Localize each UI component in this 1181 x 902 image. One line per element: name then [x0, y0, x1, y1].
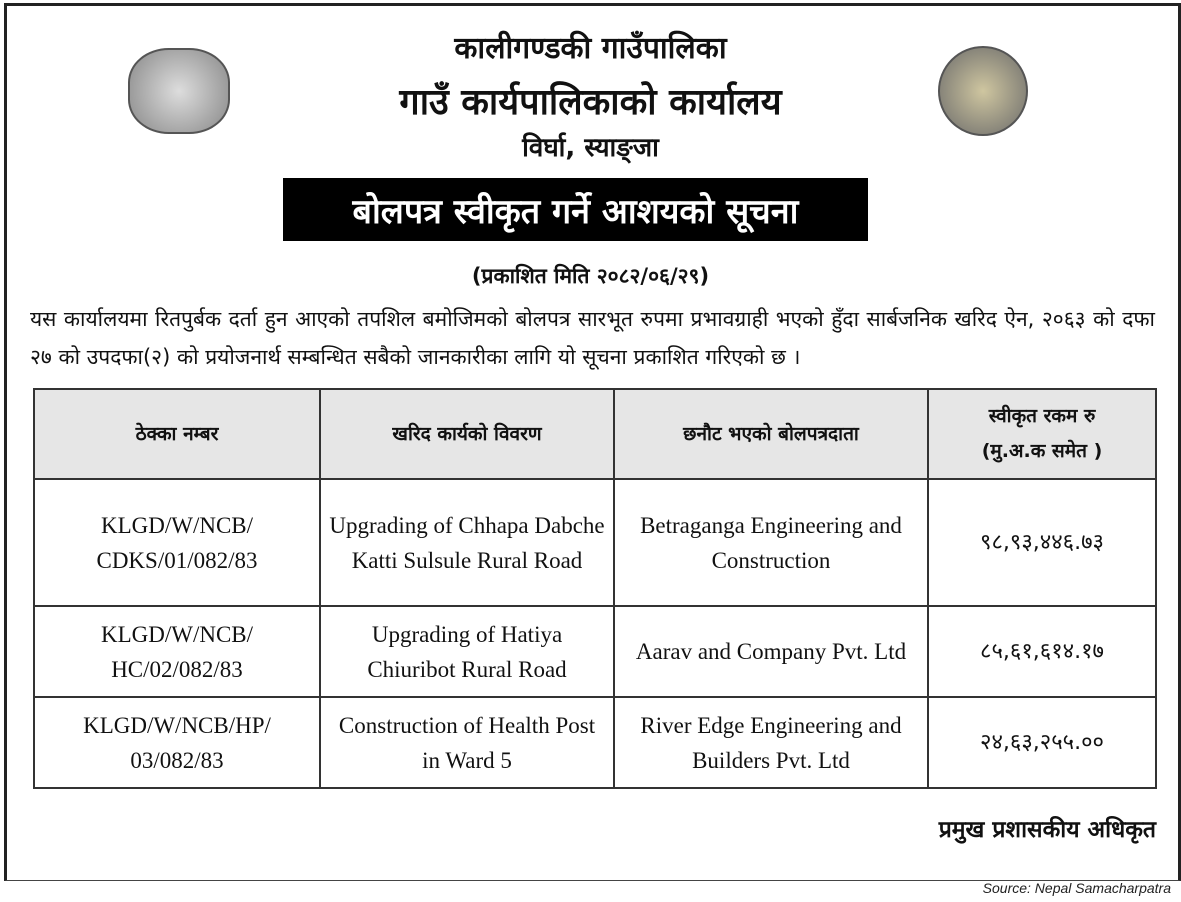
bidder: Betraganga Engineering and Construction	[614, 479, 928, 606]
bidder: Aarav and Company Pvt. Ltd	[614, 606, 928, 697]
notice-title: बोलपत्र स्वीकृत गर्ने आशयको सूचना	[283, 178, 868, 241]
office-location: विर्घा, स्याङ्जा	[522, 133, 659, 163]
published-date: (प्रकाशित मिति २०८२/०६/२९)	[471, 264, 710, 288]
table-row	[34, 479, 1156, 606]
header-description: खरिद कार्यको विवरण	[320, 389, 614, 479]
description: Upgrading of Hatiya Chiuribot Rural Road	[320, 606, 614, 697]
contract-no: KLGD/W/NCB/ CDKS/01/082/83	[34, 479, 320, 606]
amount: २४,६३,२५५.००	[928, 697, 1156, 788]
amount: ९८,९३,४४६.७३	[928, 479, 1156, 606]
header-bidder: छनौट भएको बोलपत्रदाता	[614, 389, 928, 479]
amount: ८५,६१,६१४.१७	[928, 606, 1156, 697]
bidder: River Edge Engineering and Builders Pvt. Ltd	[614, 697, 928, 788]
table-row	[34, 606, 1156, 697]
office-name: गाउँ कार्यपालिकाको कार्यालय	[399, 82, 782, 123]
header-amount	[928, 389, 1156, 479]
header-amount-line1: स्वीकृत रकम रु	[988, 405, 1096, 427]
contract-no: KLGD/W/NCB/HP/ 03/082/83	[34, 697, 320, 788]
header-contract-no: ठेक्का नम्बर	[34, 389, 320, 479]
description: Construction of Health Post in Ward 5	[320, 697, 614, 788]
signatory: प्रमुख प्रशासकीय अधिकृत	[938, 817, 1156, 843]
header-amount-line2: (मु.अ.क समेत )	[981, 440, 1103, 462]
table-row	[34, 697, 1156, 788]
notice-body: यस कार्यालयमा रितपुर्बक दर्ता हुन आएको तपशिल बमोजिमको बोलपत्र सारभूत रुपमा प्रभावग्राही भएको हुँदा सार्बजनिक खरिद ऐन, २०६३ को दफा २७ को उपदफा(२) को प्रयोजनार्थ सम्बन्धित सबैको जानकारीका लागि यो सूचना प्रकाशित गरिएको छ ।	[30, 307, 1155, 369]
source-credit: Source: Nepal Samacharpatra	[982, 880, 1171, 896]
contract-table	[33, 388, 1157, 789]
municipality-name: कालीगण्डकी गाउँपालिका	[454, 31, 727, 66]
contract-no: KLGD/W/NCB/ HC/02/082/83	[34, 606, 320, 697]
table-header-row	[34, 389, 1156, 479]
description: Upgrading of Chhapa Dabche Katti Sulsule Rural Road	[320, 479, 614, 606]
